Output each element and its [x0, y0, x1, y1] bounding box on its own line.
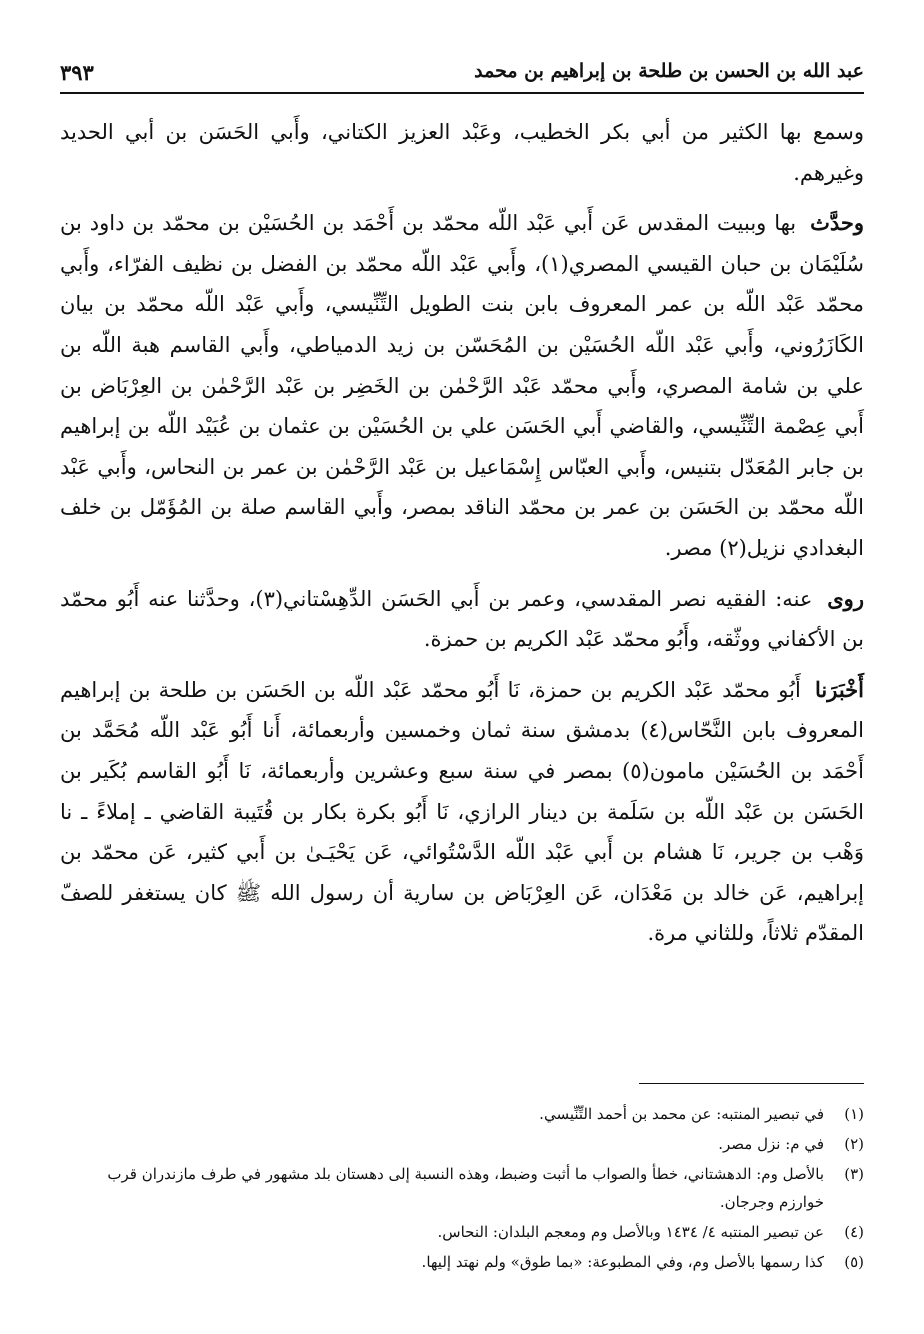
paragraph-1 — [60, 112, 864, 193]
footnote-number: (١) — [844, 1105, 864, 1123]
footnote-number: (٢) — [844, 1135, 864, 1153]
footnote — [60, 1130, 864, 1158]
footnote-number: (٤) — [844, 1223, 864, 1241]
paragraph-text: أَبُو محمّد عَبْد الكريم بن حمزة، نَا أَبُو محمّد عَبْد اللّه بن الحَسَن بن طلحة بن إبراهيم المعروف بابن النَّحّاس(٤) بدمشق سنة ثمان وخمسين وأربعمائة، أَنا أَبُو عَبْد اللّه مُحَمَّد بن أَحْمَد بن الحُسَيْن مامون(٥) بمصر في سنة سبع وعشرين وأربعمائة، نَا أَبُو القاسم بُكَير بن الحَسَن بن عَبْد اللّه بن سَلَمة بن دينار الرازي، نَا أَبُو بكرة بكار بن قُتَيبة القاضي ـ إملاءً ـ نا وَهْب بن جرير، نَا هشام بن أَبي عَبْد اللّه الدَّسْتُوائي، عَن يَحْيَـىٰ بن أَبي كثير، عَن محمّد بن إبراهيم، عَن خالد بن مَعْدَان، عَن العِرْبَاض بن سارية أن رسول الله ﷺ كان يستغفر للصفّ المقدّم ثلاثاً، وللثاني مرة. — [60, 677, 864, 946]
paragraph-lead-word: وحدَّث — [810, 210, 864, 236]
main-text — [60, 112, 864, 964]
footnote — [60, 1248, 864, 1276]
paragraph-text: وسمع بها الكثير من أبي بكر الخطيب، وعَبْد العزيز الكتاني، وأَبي الحَسَن بن أبي الحديد وغيرهم. — [60, 120, 864, 185]
footnote-separator — [639, 1083, 864, 1084]
paragraph-text: عنه: الفقيه نصر المقدسي، وعمر بن أَبي الحَسَن الدِّهِسْتاني(٣)، وحدَّثنا عنه أَبُو محمّد بن الأكفاني ووثّقه، وأَبُو محمّد عَبْد الكريم بن حمزة. — [60, 586, 864, 652]
footnote-number: (٣) — [844, 1165, 864, 1183]
running-header — [60, 52, 864, 94]
paragraph-lead-word: أَخْبَرَنا — [815, 676, 864, 702]
footnote-text: كذا رسمها بالأصل وم، وفي المطبوعة: «بما طوق» ولم نهتد إليها. — [421, 1253, 824, 1271]
footnotes — [60, 1100, 864, 1278]
paragraph-text: بها وببيت المقدس عَن أَبي عَبْد اللّه محمّد بن أَحْمَد بن الحُسَيْن بن محمّد بن داود بن سُلَيْمَان بن حبان القيسي المصري(١)، وأَبي عَبْد اللّه محمّد بن الفضل بن نظيف الفرّاء، وأَبي محمّد عَبْد اللّه بن عمر المعروف بابن بنت الطويل التِّنِّيسي، وأَبي عَبْد اللّه محمّد بن بيان الكَازَرُوني، وأَبي عَبْد اللّه الحُسَيْن بن المُحَسّن بن زيد الدمياطي، وأَبي القاسم هبة اللّه بن علي بن شامة المصري، وأَبي محمّد عَبْد الرَّحْمٰن بن الخَضِر بن عَبْد الرَّحْمٰن بن العِرْبَاض بن أَبي عِصْمة التِّنِّيسي، والقاضي أَبي الحَسَن علي بن الحُسَيْن بن عثمان بن عُبَيْد اللّه بن إبراهيم بن جابر المُعَدّل بتنيس، وأَبي العبّاس إِسْمَاعيل بن عَبْد الرَّحْمٰن بن عمر بن النحاس، وأَبي عَبْد اللّه محمّد بن الحَسَن بن عمر بن محمّد الناقد بمصر، وأَبي القاسم صلة بن المُؤَمّل بن خلف البغدادي نزيل(٢) مصر. — [60, 211, 864, 560]
footnote-number: (٥) — [844, 1253, 864, 1271]
page-number: ٣٩٣ — [60, 60, 94, 85]
footnote — [60, 1160, 864, 1216]
footnote-text: في م: نزل مصر. — [718, 1135, 824, 1153]
footnote-text: عن تبصير المنتبه ٤/ ١٤٣٤ وبالأصل وم ومعجم البلدان: النحاس. — [437, 1223, 824, 1241]
footnote-text: بالأصل وم: الدهشتاني، خطأ والصواب ما أثبت وضبط، وهذه النسبة إلى دهستان بلد مشهور في طرف مازندران قرب خوارزم وجرجان. — [107, 1165, 824, 1211]
running-title: عبد الله بن الحسن بن طلحة بن إبراهيم بن محمد — [474, 60, 864, 82]
footnote — [60, 1100, 864, 1128]
paragraph-3 — [60, 579, 864, 660]
footnote — [60, 1218, 864, 1246]
paragraph-4 — [60, 670, 864, 954]
paragraph-lead-word: روى — [827, 585, 864, 611]
footnote-text: في تبصير المنتبه: عن محمد بن أحمد التِّنِّيسي. — [539, 1105, 824, 1123]
paragraph-2 — [60, 203, 864, 568]
